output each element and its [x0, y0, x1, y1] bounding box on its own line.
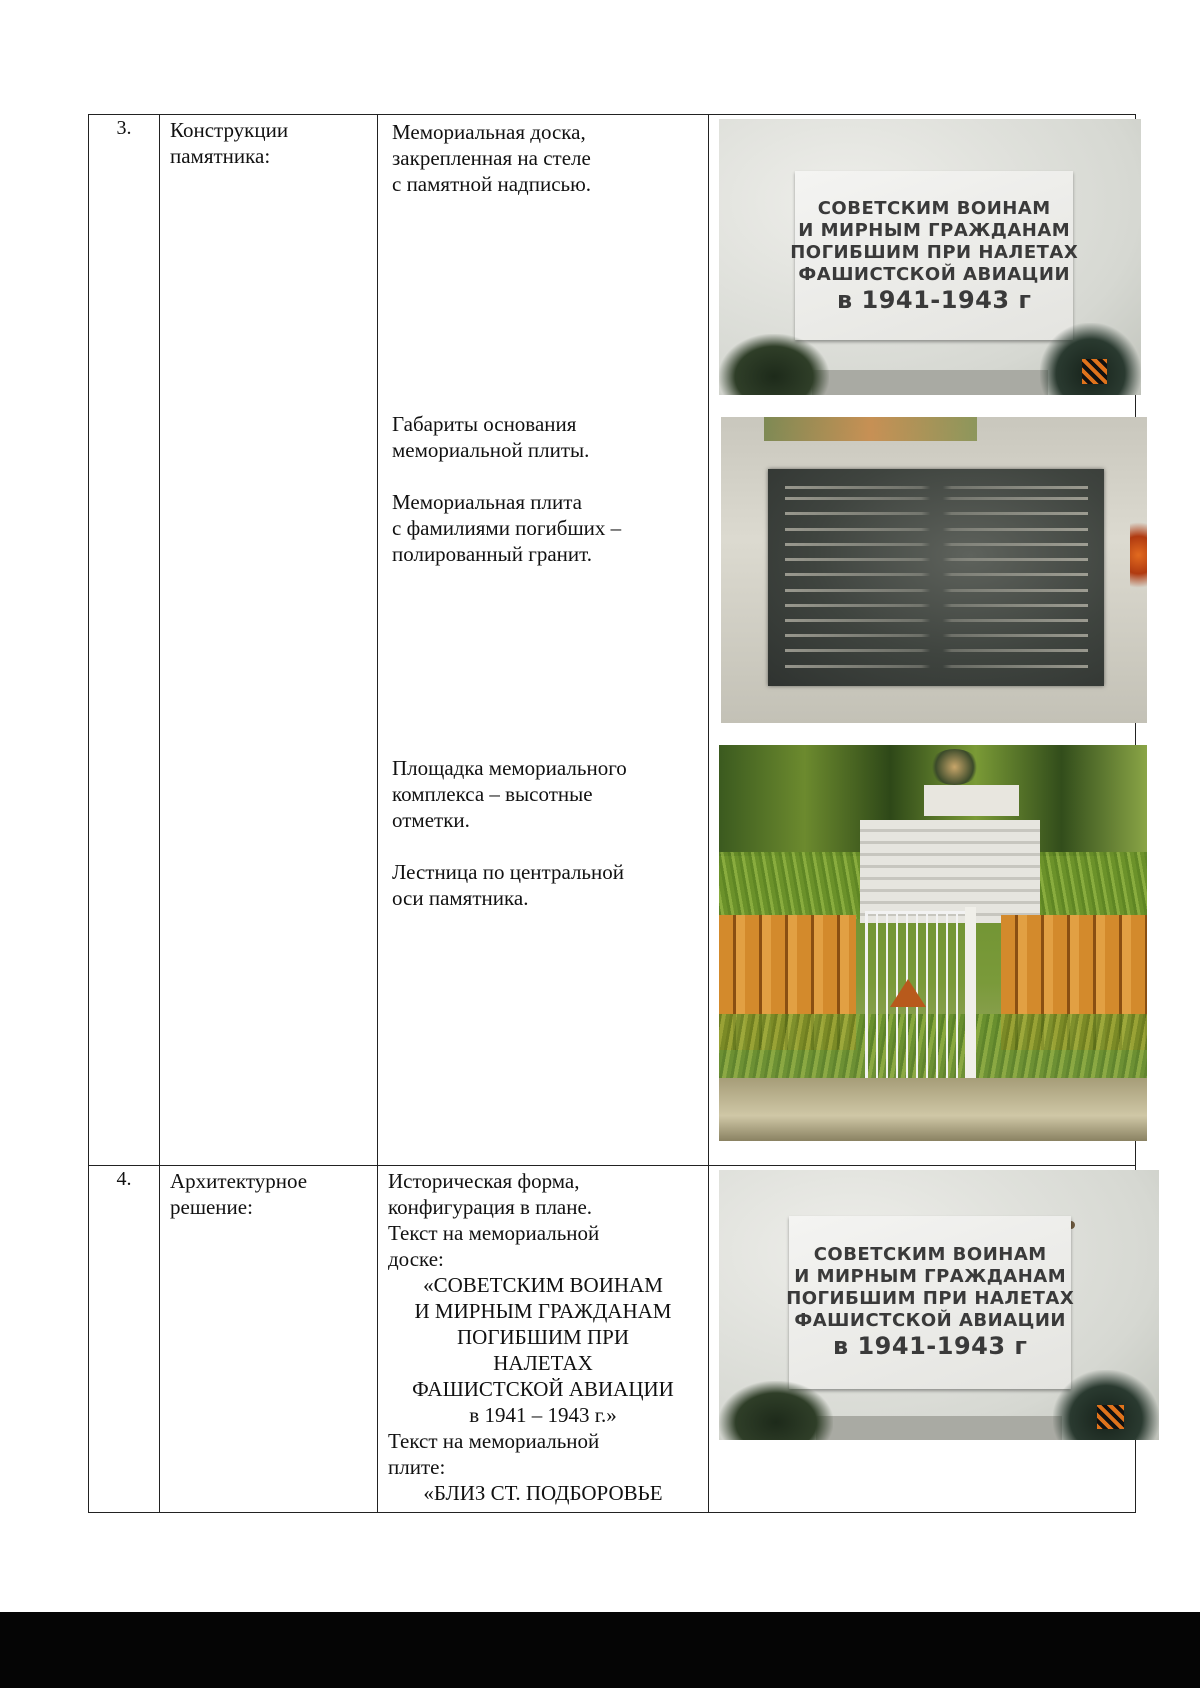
- label-line: Конструкции: [170, 118, 289, 142]
- desc-line: отметки.: [392, 808, 470, 832]
- plaque-quote: [388, 1272, 698, 1428]
- st-george-ribbon: [1097, 1405, 1123, 1429]
- flowers: [1130, 509, 1147, 601]
- row-number: 4.: [89, 1166, 160, 1513]
- row-label: [160, 115, 378, 1166]
- plaque-text: СОВЕТСКИМ ВОИНАМ: [813, 1244, 1047, 1266]
- label-line: решение:: [170, 1195, 253, 1219]
- plaque-text: ФАШИСТСКОЙ АВИАЦИИ: [794, 1310, 1066, 1332]
- desc-line: доске:: [388, 1247, 444, 1271]
- row-label: [160, 1166, 378, 1513]
- desc-block-dimensions: [392, 411, 692, 463]
- row-description: [378, 1166, 709, 1513]
- desc-line: Мемориальная плита: [392, 490, 582, 514]
- desc-block-stairs: [392, 859, 692, 911]
- desc-line: мемориальной плиты.: [392, 438, 590, 462]
- row-photos: [709, 115, 1136, 1166]
- plaque-photo: [719, 1170, 1159, 1440]
- desc-line: оси памятника.: [392, 886, 529, 910]
- monument-table: [88, 114, 1136, 1513]
- desc-line: Историческая форма,: [388, 1169, 580, 1193]
- plaque-text: СОВЕТСКИМ ВОИНАМ: [817, 197, 1051, 219]
- desc-line: Текст на мемориальной: [388, 1429, 600, 1453]
- table-row-3: [89, 115, 1136, 1166]
- row-description: [378, 115, 709, 1166]
- wreath-left: [719, 334, 829, 395]
- desc-line: Мемориальная доска,: [392, 120, 586, 144]
- st-george-ribbon: [1082, 359, 1107, 384]
- desc-line: комплекса – высотные: [392, 782, 593, 806]
- slab-quote: «БЛИЗ СТ. ПОДБОРОВЬЕ: [423, 1481, 663, 1505]
- desc-line: закрепленная на стеле: [392, 146, 591, 170]
- desc-line: полированный гранит.: [392, 542, 592, 566]
- plaque-year: в 1941-1943 г: [836, 285, 1032, 314]
- desc-line: с фамилиями погибших –: [392, 516, 622, 540]
- desc-block-plaque: [392, 119, 692, 197]
- plaque-year: в 1941-1943 г: [832, 1332, 1028, 1361]
- desc-line: конфигурация в плане.: [388, 1195, 593, 1219]
- row-photos: [709, 1166, 1136, 1513]
- plaque-text: ФАШИСТСКОЙ АВИАЦИИ: [798, 263, 1071, 285]
- plaque-text: ПОГИБШИМ ПРИ НАЛЕТАХ: [790, 241, 1079, 263]
- label-line: памятника:: [170, 144, 271, 168]
- plaque-plate: [790, 171, 1079, 339]
- quote-line: в 1941 – 1943 г.»: [469, 1403, 617, 1427]
- desc-block-granite: [392, 489, 692, 567]
- memorial-site-photo: [719, 745, 1147, 1141]
- wreath-left: [719, 1381, 833, 1440]
- ground: [719, 1078, 1147, 1141]
- plaque-text: ПОГИБШИМ ПРИ НАЛЕТАХ: [786, 1288, 1075, 1310]
- star-icon: [890, 979, 926, 1007]
- row-number: 3.: [89, 115, 160, 1166]
- quote-line: НАЛЕТАХ: [493, 1351, 593, 1375]
- desc-line: плите:: [388, 1455, 446, 1479]
- desc-line: Лестница по центральной: [392, 860, 624, 884]
- desc-line: с памятной надписью.: [392, 172, 592, 196]
- label-line: Архитектурное: [170, 1169, 308, 1193]
- stairs: [860, 820, 1040, 923]
- quote-line: ФАШИСТСКОЙ АВИАЦИИ: [412, 1377, 674, 1401]
- quote-line: «СОВЕТСКИМ ВОИНАМ: [423, 1273, 663, 1297]
- plaque-photo: [719, 119, 1141, 395]
- quote-line: ПОГИБШИМ ПРИ: [457, 1325, 629, 1349]
- desc-line: Габариты основания: [392, 412, 577, 436]
- quote-line: И МИРНЫМ ГРАЖДАНАМ: [414, 1299, 672, 1323]
- plaque-plate: [786, 1216, 1075, 1389]
- desc-line: Площадка мемориального: [392, 756, 627, 780]
- granite-slab: [768, 469, 1105, 686]
- desc-block-site: [392, 755, 692, 833]
- granite-slab-photo: [721, 417, 1147, 723]
- plaque-text: И МИРНЫМ ГРАЖДАНАМ: [794, 1266, 1067, 1288]
- pedestal: [924, 785, 1018, 817]
- scan-bottom-edge: [0, 1612, 1200, 1688]
- table-row-4: [89, 1166, 1136, 1513]
- desc-line: Текст на мемориальной: [388, 1221, 600, 1245]
- plaque-text: И МИРНЫМ ГРАЖДАНАМ: [798, 219, 1071, 241]
